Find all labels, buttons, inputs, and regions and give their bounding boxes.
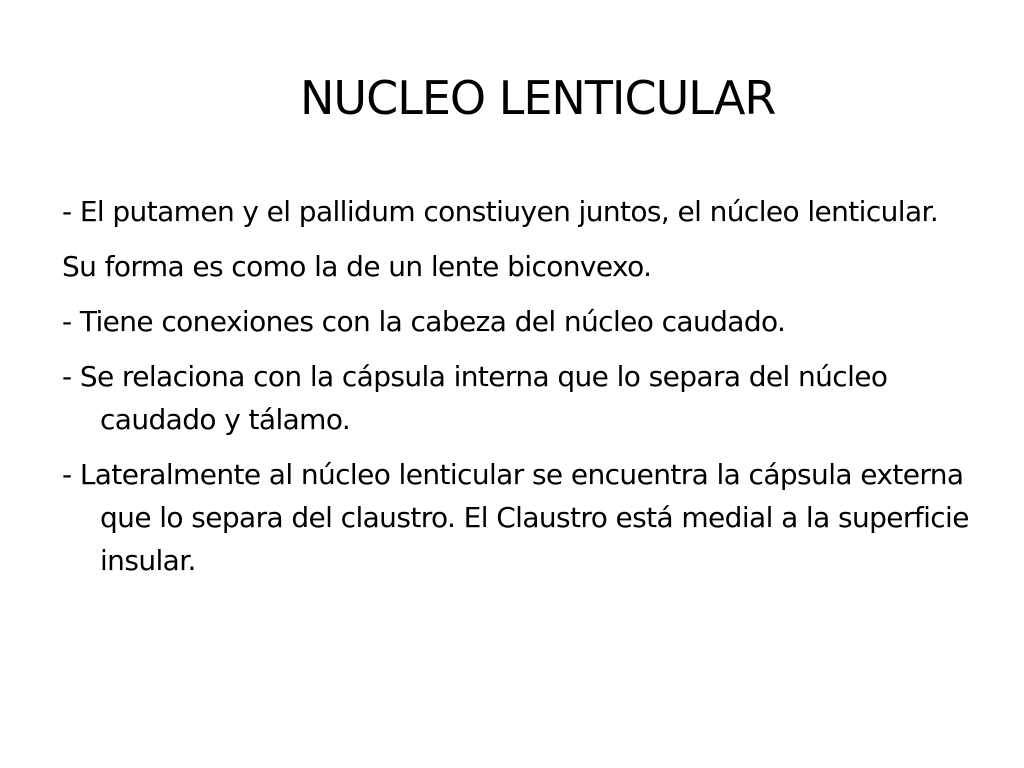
paragraph-text: Lateralmente al núcleo lenticular se encuentra la cápsula externa que lo separa del claustro. El Claustro está medial a la superficie insular. bbox=[79, 458, 969, 577]
slide-title: NUCLEO LENTICULAR bbox=[300, 71, 776, 125]
paragraph-conexiones bbox=[62, 300, 972, 343]
paragraph-text: Tiene conexiones con la cabeza del núcleo caudado. bbox=[79, 305, 786, 338]
bullet-dash: - bbox=[62, 195, 80, 228]
paragraph-text: Su forma es como la de un lente biconvexo. bbox=[62, 250, 652, 283]
paragraph-text: Se relaciona con la cápsula interna que lo separa del núcleo caudado y tálamo. bbox=[79, 360, 888, 436]
bullet-dash: - bbox=[62, 458, 80, 491]
paragraph-text: El putamen y el pallidum constiuyen juntos, el núcleo lenticular. bbox=[79, 195, 939, 228]
paragraph-forma bbox=[62, 245, 972, 288]
bullet-dash: - bbox=[62, 305, 80, 338]
paragraph-capsula-interna bbox=[62, 355, 972, 441]
bullet-dash: - bbox=[62, 360, 80, 393]
paragraph-capsula-externa bbox=[62, 453, 972, 582]
slide-body bbox=[62, 190, 972, 594]
paragraph-putamen bbox=[62, 190, 972, 233]
